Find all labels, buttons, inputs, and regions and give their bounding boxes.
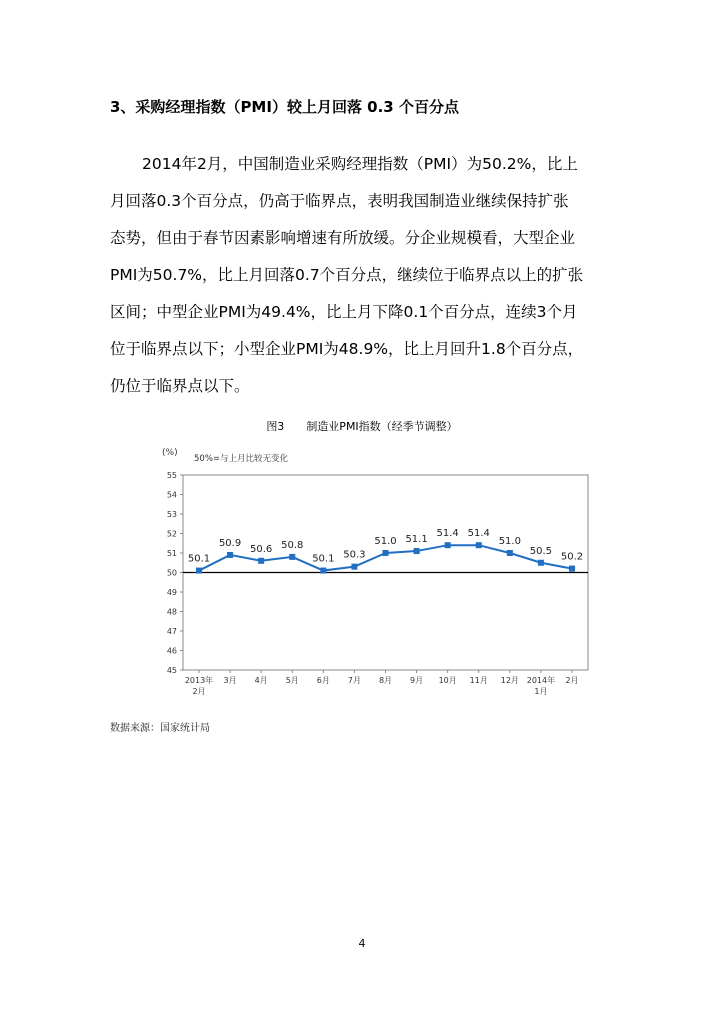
data-source: 数据来源：国家统计局 bbox=[110, 723, 210, 734]
y-tick-label: 53 bbox=[166, 510, 177, 519]
y-axis bbox=[167, 471, 183, 675]
y-tick-label: 54 bbox=[166, 490, 177, 500]
x-tick-label: 2月 bbox=[192, 687, 206, 696]
x-tick-label: 5月 bbox=[285, 676, 299, 685]
figure-number: 图3 bbox=[266, 420, 285, 433]
data-value-label: 51.4 bbox=[467, 528, 490, 540]
data-value-label: 50.9 bbox=[218, 537, 242, 549]
x-tick-label: 8月 bbox=[378, 676, 393, 685]
paragraph-line: 位于临界点以下；小型企业PMI为48.9%，比上月回升1.8个百分点， bbox=[110, 340, 584, 358]
data-point-marker bbox=[476, 542, 482, 548]
x-tick-label: 12月 bbox=[500, 676, 519, 685]
data-point-marker bbox=[414, 548, 420, 554]
figure-title: 制造业PMI指数（经季节调整） bbox=[306, 420, 458, 433]
data-point-marker bbox=[196, 568, 202, 574]
data-point-marker bbox=[351, 564, 357, 570]
x-tick-label: 10月 bbox=[438, 676, 457, 685]
y-tick-label: 46 bbox=[166, 646, 177, 656]
y-tick-label: 48 bbox=[166, 607, 177, 617]
pmi-line-chart bbox=[150, 440, 595, 712]
data-value-label: 50.3 bbox=[343, 549, 366, 561]
x-tick-label: 2013年 bbox=[184, 676, 214, 685]
data-point-marker bbox=[258, 558, 264, 564]
x-tick-label: 1月 bbox=[534, 687, 548, 696]
figure-caption bbox=[0, 418, 724, 434]
data-point-marker bbox=[227, 552, 233, 558]
x-tick-label: 2月 bbox=[565, 676, 579, 685]
y-tick-label: 52 bbox=[166, 529, 177, 539]
data-value-label: 51.0 bbox=[498, 536, 521, 547]
y-tick-label: 47 bbox=[166, 627, 177, 636]
y-tick-label: 45 bbox=[166, 666, 177, 675]
data-value-label: 50.2 bbox=[560, 551, 584, 563]
chart-annotation: 50%=与上月比较无变化 bbox=[194, 454, 289, 464]
data-point-marker bbox=[320, 568, 326, 574]
y-tick-label: 49 bbox=[166, 588, 177, 597]
x-tick-label: 6月 bbox=[316, 676, 330, 685]
page-number: 4 bbox=[358, 937, 366, 950]
section-heading: 3、采购经理指数（PMI）较上月回落 0.3 个百分点 bbox=[110, 98, 459, 116]
x-tick-label: 9月 bbox=[410, 676, 424, 685]
data-point-marker bbox=[538, 560, 544, 566]
x-axis bbox=[185, 670, 579, 696]
y-tick-label: 55 bbox=[166, 471, 177, 480]
data-point-marker bbox=[383, 550, 389, 556]
paragraph-line: 月回落0.3个百分点，仍高于临界点，表明我国制造业继续保持扩张 bbox=[110, 192, 569, 210]
data-value-label: 51.4 bbox=[436, 528, 459, 540]
data-point-marker bbox=[289, 554, 295, 560]
paragraph-line: 态势，但由于春节因素影响增速有所放缓。分企业规模看，大型企业 bbox=[110, 229, 576, 247]
data-value-label: 51.0 bbox=[374, 536, 397, 547]
data-point-marker bbox=[507, 550, 513, 556]
y-tick-label: 51 bbox=[166, 549, 177, 558]
paragraph-line: 仍位于临界点以下。 bbox=[110, 377, 250, 395]
paragraph-line: 2014年2月，中国制造业采购经理指数（PMI）为50.2%，比上 bbox=[142, 155, 578, 173]
data-point-marker bbox=[569, 566, 575, 572]
paragraph-line: PMI为50.7%，比上月回落0.7个百分点，继续位于临界点以上的扩张 bbox=[110, 266, 584, 284]
data-point-marker bbox=[445, 542, 451, 548]
data-value-label: 50.6 bbox=[250, 543, 273, 555]
data-value-label: 50.1 bbox=[312, 553, 335, 565]
x-tick-label: 4月 bbox=[254, 676, 268, 685]
x-tick-label: 2014年 bbox=[526, 676, 556, 685]
x-tick-label: 3月 bbox=[223, 676, 237, 685]
data-value-label: 50.8 bbox=[281, 539, 304, 551]
pmi-chart bbox=[150, 440, 595, 712]
x-tick-label: 11月 bbox=[469, 676, 488, 685]
data-value-label: 50.1 bbox=[187, 553, 211, 565]
x-tick-label: 7月 bbox=[347, 676, 361, 685]
y-tick-label: 50 bbox=[166, 568, 177, 578]
data-value-label: 51.1 bbox=[405, 534, 428, 546]
data-value-label: 50.5 bbox=[529, 545, 553, 557]
chart-unit-label: (%) bbox=[162, 448, 178, 458]
paragraph-line: 区间；中型企业PMI为49.4%，比上月下降0.1个百分点，连续3个月 bbox=[110, 303, 578, 321]
body-paragraph bbox=[110, 146, 618, 405]
